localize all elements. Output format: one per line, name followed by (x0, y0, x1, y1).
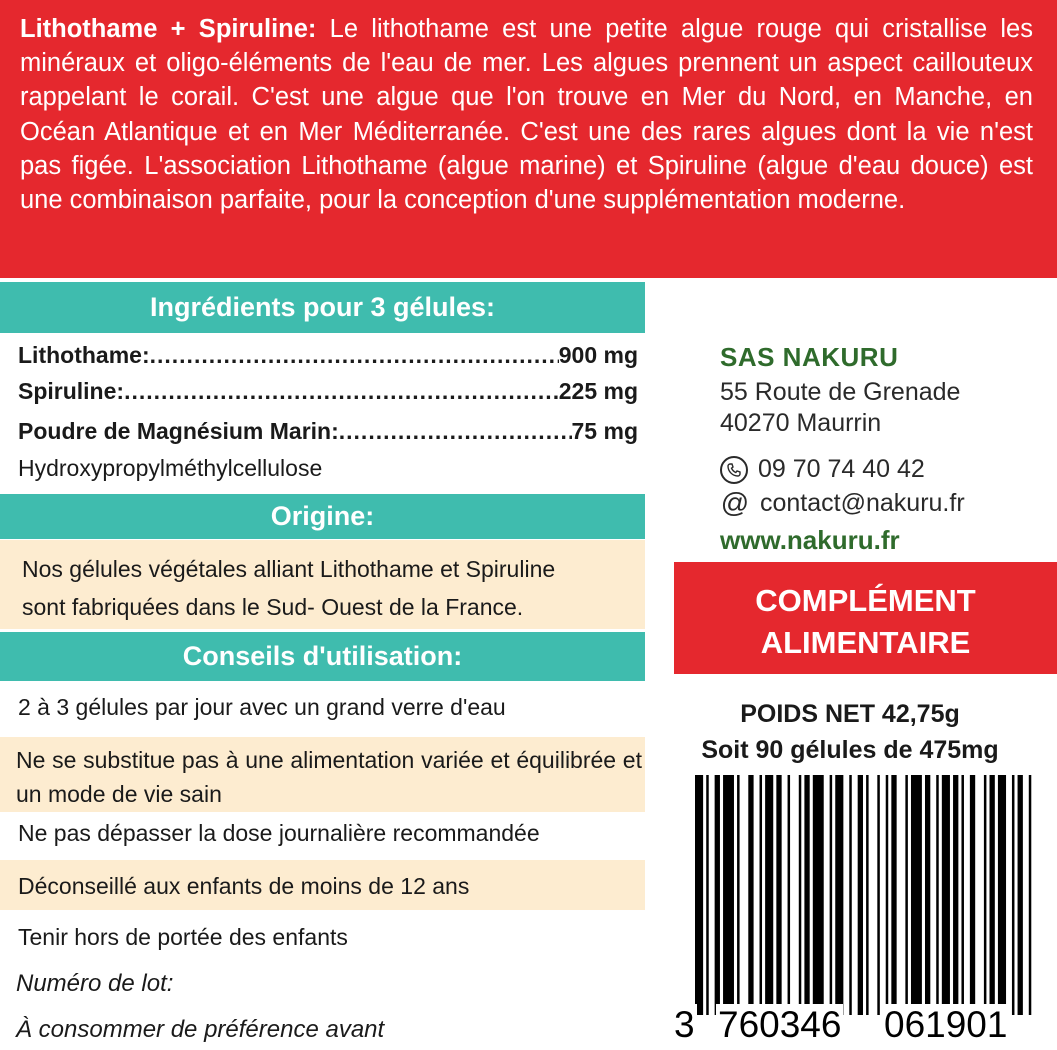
barcode-bar (905, 775, 908, 1015)
barcode-bar (830, 775, 833, 1015)
intro-paragraph (0, 0, 1057, 278)
origin-text (0, 540, 645, 629)
barcode-number (670, 1004, 1057, 1050)
barcode-bar (788, 775, 791, 1015)
barcode-bar (835, 775, 843, 1015)
lot-number-label: Numéro de lot: (16, 970, 174, 997)
barcode-bar (953, 775, 958, 1015)
barcode-icon (695, 775, 1040, 1015)
barcode-bar (737, 775, 740, 1015)
barcode-bar (998, 775, 1006, 1015)
email-address: contact@nakuru.fr (760, 488, 965, 517)
company-name: SAS NAKURU (720, 342, 899, 372)
phone-number: 09 70 74 40 42 (758, 455, 925, 483)
ingredient-name: Spiruline: (18, 378, 125, 404)
barcode-first-digit: 3 (674, 1004, 695, 1045)
company-email (720, 487, 965, 519)
usage-item: Ne se substitue pas à une alimentation variée et équilibrée et un mode de vie sain (16, 747, 642, 807)
barcode-group-left: 760346 (718, 1004, 842, 1045)
barcode-bar (925, 775, 930, 1015)
company-phone (720, 455, 925, 484)
barcode-bar (849, 775, 852, 1015)
intro-title: Lithothame + Spiruline: (20, 15, 317, 43)
barcode-bar (715, 775, 720, 1015)
ingredient-extra: Hydroxypropylméthylcellulose (18, 455, 323, 481)
origin-line: Nos gélules végétales alliant Lithothame et Spiruline (22, 556, 556, 582)
barcode-bar (970, 775, 975, 1015)
ingredient-row (18, 418, 638, 445)
badge-line: ALIMENTAIRE (760, 625, 971, 660)
dot-leader (124, 378, 559, 405)
barcode-bar (891, 775, 896, 1015)
badge-line: COMPLÉMENT (755, 583, 976, 618)
dot-leader (150, 342, 559, 369)
usage-header: Conseils d'utilisation: (0, 632, 645, 681)
barcode-bar (886, 775, 889, 1015)
barcode-bar (776, 775, 781, 1015)
barcode-bar (984, 775, 987, 1015)
barcode-bar (961, 775, 964, 1015)
usage-item: Déconseillé aux enfants de moins de 12 ans (18, 873, 470, 899)
best-before-label: À consommer de préférence avant (16, 1016, 385, 1043)
barcode-bar (866, 775, 869, 1015)
ingredient-row (18, 342, 638, 369)
barcode-bar (911, 775, 922, 1015)
ingredient-name: Lithothame: (18, 342, 150, 368)
barcode-bar (723, 775, 734, 1015)
ingredient-amount: 225 mg (558, 378, 638, 404)
barcode-bar (765, 775, 773, 1015)
barcode-bar (799, 775, 802, 1015)
barcode-bar (706, 775, 709, 1015)
origin-header: Origine: (0, 494, 645, 539)
ingredient-row (18, 378, 638, 405)
at-sign-icon: @ (720, 487, 750, 518)
company-website: www.nakuru.fr (720, 525, 900, 555)
barcode-bar (990, 775, 995, 1015)
usage-item: Tenir hors de portée des enfants (18, 924, 348, 950)
barcode-group-right: 061901 (884, 1004, 1008, 1045)
barcode-bar (877, 775, 880, 1015)
barcode-bar (1012, 775, 1015, 1015)
intro-text: Le lithothame est une petite algue rouge qui cristallise les minéraux et oligo-éléments de l'eau de mer. Les algues prennent un aspect caillouteux rappelant le corail. C'est une algue que l'on trouve en Mer du Nord, en Manche, en Océan Atlantique et en Mer Méditerranée. C'est une des rares algues dont la vie n'est pas figée. L'association Lithothame (algue marine) et Spiruline (algue d'eau douce) est une combinaison parfaite, pour la conception d'une supplémentation moderne. (20, 15, 1033, 215)
barcode-bar (942, 775, 950, 1015)
barcode-bar (858, 775, 863, 1015)
ingredients-header: Ingrédients pour 3 gélules: (0, 282, 645, 333)
usage-item: 2 à 3 gélules par jour avec un grand verre d'eau (18, 694, 506, 720)
barcode-bar (695, 775, 703, 1015)
net-weight (660, 696, 1040, 768)
food-supplement-badge (674, 562, 1057, 674)
origin-line: sont fabriquées dans le Sud- Ouest de la France. (22, 594, 524, 620)
net-weight-line: POIDS NET 42,75g (740, 700, 960, 728)
barcode-bar (804, 775, 809, 1015)
ingredient-amount: 75 mg (571, 418, 638, 444)
capsule-count-line: Soit 90 gélules de 475mg (701, 736, 999, 764)
company-address-city: 40270 Maurrin (720, 409, 882, 437)
barcode-bar (936, 775, 939, 1015)
barcode-bar (760, 775, 763, 1015)
company-address-street: 55 Route de Grenade (720, 378, 961, 406)
ingredient-name: Poudre de Magnésium Marin: (18, 418, 339, 444)
phone-icon (720, 456, 748, 484)
usage-item: Ne pas dépasser la dose journalière recommandée (18, 820, 540, 846)
barcode-bar (748, 775, 753, 1015)
barcode-bar (1018, 775, 1023, 1015)
dot-leader (339, 418, 572, 445)
ingredient-amount: 900 mg (558, 342, 638, 368)
barcode-bar (1029, 775, 1032, 1015)
barcode-bar (813, 775, 824, 1015)
